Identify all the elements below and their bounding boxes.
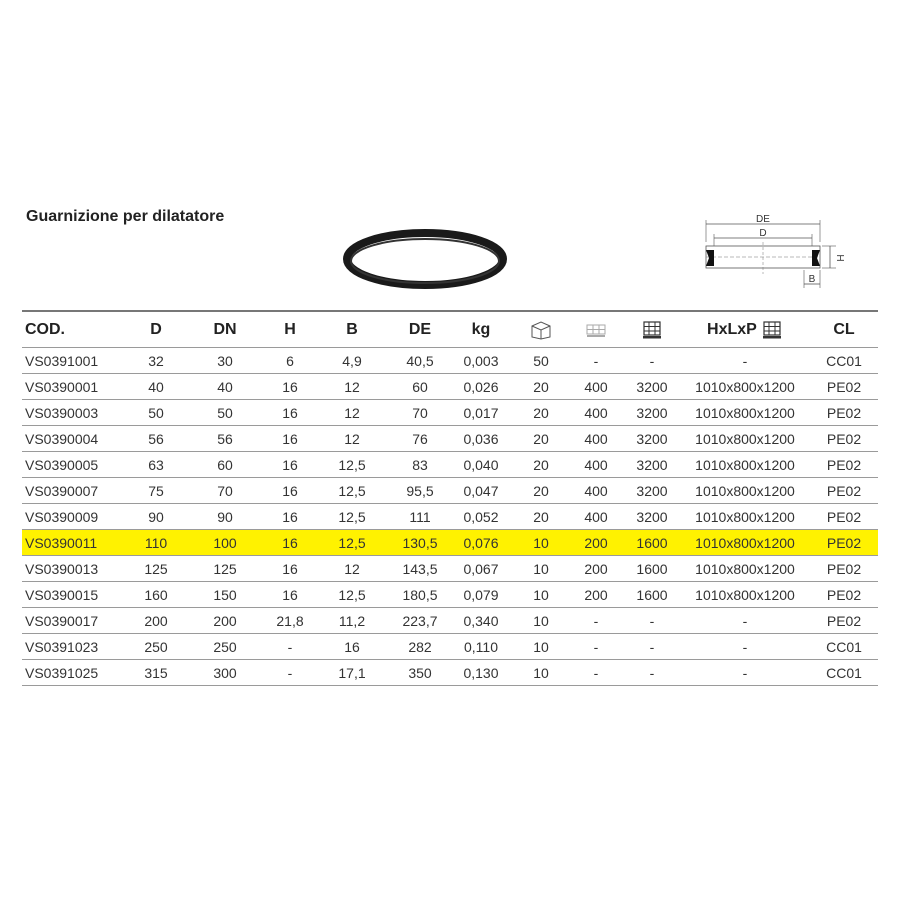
cell-qty-layer: 200: [584, 586, 608, 603]
cell-code: VS0390001: [25, 378, 99, 395]
cell-qty-box: 10: [533, 638, 549, 655]
cell-cl: PE02: [826, 456, 862, 473]
cell-cl: PE02: [826, 560, 862, 577]
diagram-label-b: B: [808, 274, 816, 285]
cell-h: -: [287, 638, 293, 655]
cell-b: 12: [344, 560, 360, 577]
cell-de: 111: [409, 508, 431, 525]
cell-qty-layer: -: [593, 612, 599, 629]
cell-kg: 0,067: [463, 560, 499, 577]
table-row: [22, 478, 878, 504]
cell-cl: PE02: [826, 586, 862, 603]
cell-dn: 30: [217, 352, 233, 369]
cell-qty-pallet: -: [649, 638, 655, 655]
pallet-icon: [624, 320, 680, 340]
cell-dn: 60: [217, 456, 233, 473]
cell-qty-box: 20: [533, 404, 549, 421]
cell-qty-layer: 400: [584, 430, 608, 447]
cell-cl: PE02: [826, 404, 862, 421]
cell-kg: 0,340: [463, 612, 499, 629]
cell-code: VS0391001: [25, 352, 99, 369]
header-de: DE: [408, 320, 432, 338]
cell-kg: 0,052: [463, 508, 499, 525]
cell-code: VS0391025: [25, 664, 99, 681]
cell-qty-pallet: 3200: [636, 456, 668, 473]
table-row: [22, 348, 878, 374]
cell-pallet-size: -: [742, 664, 748, 681]
cell-cl: PE02: [826, 378, 862, 395]
cell-qty-layer: 400: [584, 482, 608, 499]
table-row: [22, 400, 878, 426]
header-cod: COD.: [25, 320, 65, 338]
cell-dn: 125: [213, 560, 237, 577]
cell-h: 16: [282, 508, 298, 525]
cell-d: 63: [148, 456, 164, 473]
cell-pallet-size: 1010x800x1200: [695, 378, 795, 395]
header-dn: DN: [213, 320, 237, 338]
table-header-row: [22, 310, 878, 348]
cell-kg: 0,110: [464, 638, 498, 655]
cell-b: 16: [344, 638, 360, 655]
cell-pallet-size: -: [742, 638, 748, 655]
cell-b: 12: [344, 430, 360, 447]
cell-b: 12,5: [338, 586, 366, 603]
cell-de: 223,7: [402, 612, 438, 629]
cell-h: -: [287, 664, 293, 681]
cell-code: VS0391023: [25, 638, 99, 655]
cell-d: 90: [148, 508, 164, 525]
cell-qty-box: 10: [533, 534, 549, 551]
cell-pallet-size: 1010x800x1200: [695, 508, 795, 525]
cell-code: VS0390009: [25, 508, 99, 525]
cell-qty-pallet: 3200: [636, 482, 668, 499]
cell-kg: 0,076: [463, 534, 499, 551]
cell-h: 16: [282, 586, 298, 603]
cell-b: 4,9: [342, 352, 362, 369]
cell-b: 12,5: [338, 456, 366, 473]
cell-kg: 0,040: [463, 456, 499, 473]
cell-qty-pallet: -: [649, 352, 655, 369]
cell-qty-layer: 200: [584, 534, 608, 551]
header-h: H: [284, 320, 296, 338]
pallet-dimensions-icon: [761, 320, 783, 340]
pallet-layer-icon: [568, 320, 624, 340]
cell-qty-pallet: -: [649, 612, 655, 629]
cell-h: 6: [286, 352, 294, 369]
cell-de: 60: [412, 378, 428, 395]
cell-qty-layer: 200: [584, 560, 608, 577]
cell-qty-pallet: 3200: [636, 404, 668, 421]
table-row: [22, 660, 878, 686]
table-row: [22, 634, 878, 660]
cell-b: 17,1: [338, 664, 366, 681]
cell-de: 350: [408, 664, 432, 681]
cell-qty-box: 10: [533, 664, 549, 681]
table-row: [22, 452, 878, 478]
cell-qty-box: 20: [533, 482, 549, 499]
cell-d: 315: [144, 664, 168, 681]
cell-qty-box: 20: [533, 378, 549, 395]
cell-code: VS0390003: [25, 404, 99, 421]
table-row: [22, 374, 878, 400]
cell-d: 125: [144, 560, 168, 577]
cell-dn: 50: [217, 404, 233, 421]
cell-h: 16: [282, 378, 298, 395]
cell-cl: PE02: [826, 430, 862, 447]
cell-qty-layer: -: [593, 664, 599, 681]
cell-dn: 56: [217, 430, 233, 447]
header-kg: kg: [471, 320, 491, 338]
cell-code: VS0390017: [25, 612, 99, 629]
cell-dn: 100: [213, 534, 237, 551]
cell-d: 75: [148, 482, 164, 499]
cell-cl: CC01: [826, 638, 862, 655]
diagram-label-de: DE: [756, 214, 770, 225]
cell-qty-layer: 400: [584, 508, 608, 525]
cell-qty-layer: 400: [584, 404, 608, 421]
cell-pallet-size: 1010x800x1200: [695, 534, 795, 551]
cell-kg: 0,036: [463, 430, 499, 447]
cell-h: 16: [282, 560, 298, 577]
cell-qty-pallet: 1600: [636, 586, 668, 603]
cell-qty-pallet: -: [649, 664, 655, 681]
cell-pallet-size: 1010x800x1200: [695, 586, 795, 603]
diagram-label-h: H: [834, 254, 845, 262]
cell-cl: PE02: [826, 482, 862, 499]
cell-de: 95,5: [406, 482, 434, 499]
cell-kg: 0,130: [463, 664, 499, 681]
cell-code: VS0390004: [25, 430, 99, 447]
cell-cl: PE02: [826, 508, 862, 525]
gasket-ring-image: [340, 224, 510, 294]
cell-cl: CC01: [826, 664, 862, 681]
cell-dn: 150: [213, 586, 237, 603]
cell-kg: 0,079: [463, 586, 499, 603]
cell-qty-pallet: 3200: [636, 378, 668, 395]
cell-code: VS0390005: [25, 456, 99, 473]
table-row: [22, 530, 878, 556]
cell-d: 160: [144, 586, 168, 603]
cell-de: 143,5: [402, 560, 438, 577]
cell-b: 12: [344, 378, 360, 395]
product-table: [22, 310, 878, 686]
header-hxlxp: HxLxP: [680, 320, 810, 340]
cell-d: 250: [144, 638, 168, 655]
cell-d: 56: [148, 430, 164, 447]
cell-code: VS0390013: [25, 560, 99, 577]
header-d: D: [150, 320, 162, 338]
table-row: [22, 426, 878, 452]
cell-qty-box: 10: [533, 612, 549, 629]
cell-h: 16: [282, 404, 298, 421]
cell-dn: 250: [213, 638, 237, 655]
cell-qty-box: 50: [533, 352, 549, 369]
cell-d: 32: [148, 352, 164, 369]
cell-de: 180,5: [402, 586, 438, 603]
cell-cl: CC01: [826, 352, 862, 369]
cell-pallet-size: 1010x800x1200: [695, 430, 795, 447]
cell-qty-layer: -: [593, 352, 599, 369]
cell-qty-box: 10: [533, 586, 549, 603]
cell-dn: 90: [217, 508, 233, 525]
cell-pallet-size: 1010x800x1200: [695, 560, 795, 577]
cell-qty-pallet: 3200: [636, 430, 668, 447]
header-b: B: [346, 320, 358, 338]
cell-d: 50: [148, 404, 164, 421]
header-cl: CL: [833, 320, 855, 338]
cell-b: 12,5: [338, 508, 366, 525]
cell-qty-pallet: 1600: [636, 560, 668, 577]
cell-de: 40,5: [406, 352, 434, 369]
cell-d: 40: [148, 378, 164, 395]
cell-code: VS0390015: [25, 586, 99, 603]
cell-de: 130,5: [402, 534, 438, 551]
cell-dn: 200: [213, 612, 237, 629]
cell-qty-pallet: 3200: [636, 508, 668, 525]
gasket-section-diagram: [700, 212, 850, 292]
cell-b: 12,5: [338, 482, 366, 499]
box-icon: [514, 320, 568, 340]
cell-qty-box: 20: [533, 430, 549, 447]
cell-dn: 70: [217, 482, 233, 499]
cell-h: 16: [282, 482, 298, 499]
cell-cl: PE02: [826, 534, 862, 551]
table-body: [22, 348, 878, 686]
cell-qty-box: 20: [533, 456, 549, 473]
cell-kg: 0,047: [463, 482, 499, 499]
cell-code: VS0390007: [25, 482, 99, 499]
cell-pallet-size: 1010x800x1200: [695, 404, 795, 421]
cell-pallet-size: 1010x800x1200: [695, 456, 795, 473]
diagram-label-d: D: [759, 228, 767, 239]
cell-kg: 0,003: [463, 352, 499, 369]
cell-dn: 300: [213, 664, 237, 681]
cell-pallet-size: 1010x800x1200: [695, 482, 795, 499]
cell-de: 282: [408, 638, 432, 655]
cell-h: 16: [282, 430, 298, 447]
cell-h: 16: [282, 534, 298, 551]
cell-b: 12: [344, 404, 360, 421]
cell-dn: 40: [217, 378, 233, 395]
cell-d: 110: [144, 534, 168, 551]
cell-kg: 0,017: [463, 404, 499, 421]
cell-h: 21,8: [276, 612, 304, 629]
table-row: [22, 504, 878, 530]
cell-pallet-size: -: [742, 352, 748, 369]
cell-kg: 0,026: [463, 378, 499, 395]
cell-qty-box: 10: [533, 560, 549, 577]
cell-pallet-size: -: [742, 612, 748, 629]
cell-de: 83: [412, 456, 428, 473]
cell-d: 200: [144, 612, 168, 629]
cell-cl: PE02: [826, 612, 862, 629]
table-row: [22, 556, 878, 582]
table-row: [22, 608, 878, 634]
cell-de: 76: [412, 430, 428, 447]
cell-qty-layer: 400: [584, 378, 608, 395]
cell-b: 12,5: [338, 534, 366, 551]
cell-code: VS0390011: [25, 534, 98, 551]
product-title: Guarnizione per dilatatore: [26, 208, 225, 225]
cell-de: 70: [412, 404, 428, 421]
table-row: [22, 582, 878, 608]
cell-qty-box: 20: [533, 508, 549, 525]
cell-qty-pallet: 1600: [636, 534, 668, 551]
cell-h: 16: [282, 456, 298, 473]
cell-qty-layer: 400: [584, 456, 608, 473]
cell-qty-layer: -: [593, 638, 599, 655]
cell-b: 11,2: [338, 612, 366, 629]
